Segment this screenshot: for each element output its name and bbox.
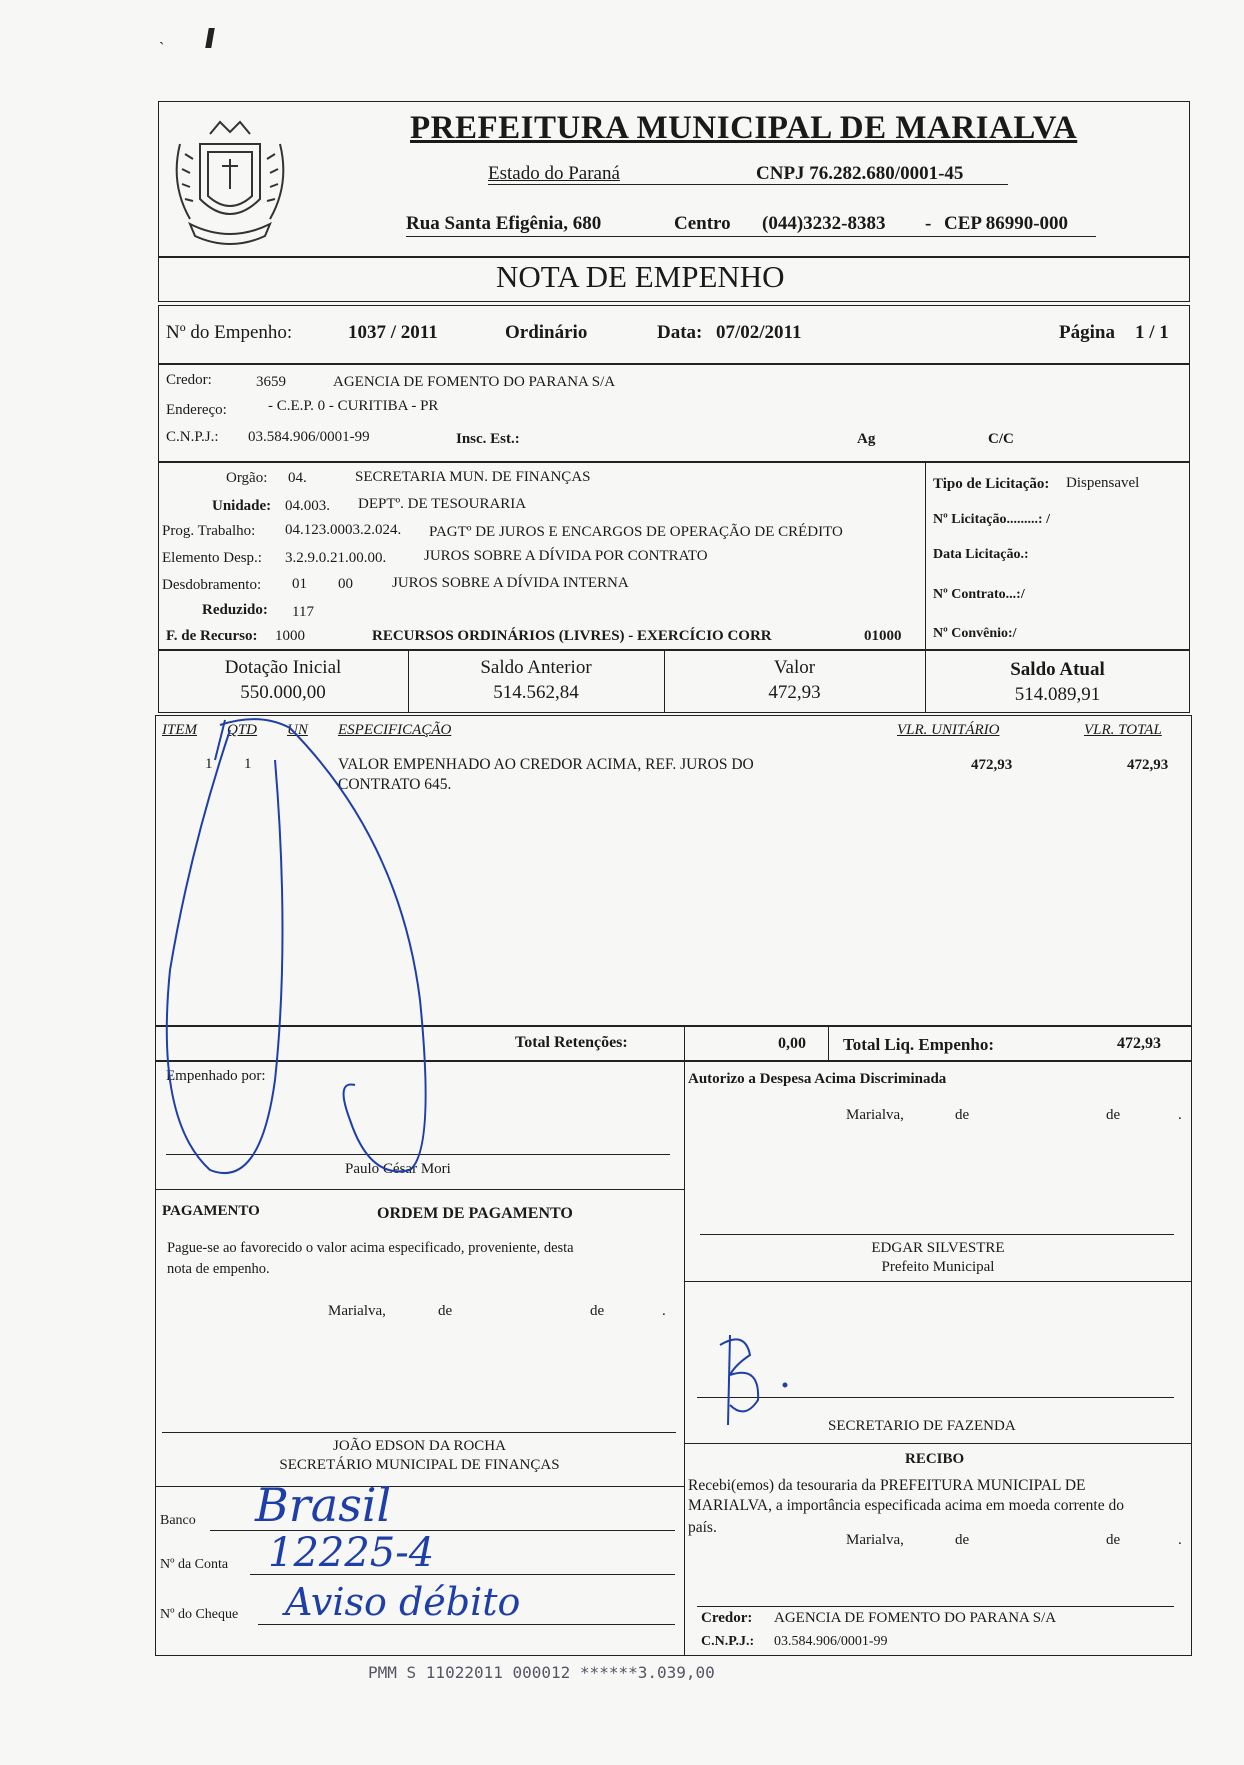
pagamento-text-1: Pague-se ao favorecido o valor acima especificado, proveniente, desta [167,1240,574,1256]
municipality-title: PREFEITURA MUNICIPAL DE MARIALVA [410,110,1078,146]
empenho-label: Nº do Empenho: [166,322,293,343]
recibo-text-1: Recebi(emos) da tesouraria da PREFEITURA MUNICIPAL DE [688,1477,1086,1494]
autorizo-signer-role: Prefeito Municipal [881,1259,995,1275]
address-underline [406,236,1096,237]
pagamento-de-2: de [590,1303,605,1319]
saldo-atual-value: 514.089,91 [1014,684,1101,705]
state-label: Estado do Paraná [488,163,620,184]
data-licitacao: Data Licitação.: [933,547,1029,562]
fazenda-bottom [684,1443,1192,1444]
pagamento-de-1: de [438,1303,453,1319]
recurso-code: 1000 [275,628,305,644]
saldo-atual-label: Saldo Atual [1010,659,1105,680]
col-total: VLR. TOTAL [1084,722,1162,738]
tipo-licitacao-value: Dispensavel [1066,475,1140,491]
recurso-name: RECURSOS ORDINÁRIOS (LIVRES) - EXERCÍCIO CORR [372,628,772,644]
recibo-cnpj-label: C.N.P.J.: [701,1634,755,1649]
coat-of-arms-icon [160,104,300,254]
num-licitacao: Nº Licitação.........: / [933,512,1050,527]
saldo-anterior-label: Saldo Anterior [480,657,592,678]
credor-label: Credor: [166,372,212,388]
date-value: 07/02/2011 [716,322,802,343]
prog-name: PAGTº DE JUROS E ENCARGOS DE OPERAÇÃO DE CRÉDITO [429,524,843,540]
address-street: Rua Santa Efigênia, 680 [406,213,602,234]
row-qtd: 1 [244,756,252,772]
row-item: 1 [205,756,213,772]
conta-field[interactable]: 12225-4 [268,1530,435,1576]
autorizo-signer: EDGAR SILVESTRE [871,1240,1005,1256]
empenho-number: 1037 / 2011 [348,322,438,343]
recurso-num: 01000 [864,628,902,644]
autorizo-dot: . [1178,1107,1182,1123]
pagamento-dot: . [662,1303,666,1319]
elemento-code: 3.2.9.0.21.00.00. [285,550,387,566]
signature-icon [150,700,710,1180]
num-contrato: Nº Contrato...:/ [933,587,1025,602]
recibo-credor-label: Credor: [701,1610,753,1626]
reduzido-value: 117 [292,604,314,620]
orgao-label: Orgão: [226,470,268,486]
recibo-credor: AGENCIA DE FOMENTO DO PARANA S/A [774,1610,1057,1626]
col-item: ITEM [162,722,197,738]
desdob-name: JUROS SOBRE A DÍVIDA INTERNA [392,575,629,591]
prog-label: Prog. Trabalho: [162,523,256,539]
row-spec: VALOR EMPENHADO AO CREDOR ACIMA, REF. JUROS DO [338,756,754,773]
pagamento-signer: JOÃO EDSON DA ROCHA [333,1438,506,1454]
liq-value: 472,93 [1117,1035,1161,1052]
autorizo-de-1: de [955,1107,970,1123]
pagamento-sign-line [162,1432,676,1433]
ordem-label: ORDEM DE PAGAMENTO [377,1205,573,1222]
recibo-city: Marialva, [846,1532,904,1548]
recibo-sign-line [697,1606,1174,1607]
unidade-label: Unidade: [212,498,272,514]
row-spec-2: CONTRATO 645. [338,776,452,793]
col-unit: VLR. UNITÁRIO [897,722,1000,738]
recurso-label: F. de Recurso: [166,628,258,644]
credor-cnpj-label: C.N.P.J.: [166,429,219,445]
cheque-line [258,1624,675,1625]
bank-top-line [155,1486,684,1487]
page-number: 1 / 1 [1135,322,1169,343]
autorizo-city: Marialva, [846,1107,904,1123]
recibo-cnpj: 03.584.906/0001-99 [774,1634,888,1649]
dotacao-label: Dotação Inicial [224,657,342,678]
recibo-de-1: de [955,1532,970,1548]
valor-value: 472,93 [768,682,821,703]
dotacao-value: 550.000,00 [240,682,326,703]
address-district: Centro [674,213,731,234]
tipo-licitacao-label: Tipo de Licitação: [933,476,1050,492]
cheque-label: Nº do Cheque [160,1607,239,1622]
saldo-anterior-value: 514.562,84 [493,682,579,703]
unidade-code: 04.003. [285,498,330,514]
empenhado-bottom [155,1189,684,1190]
scan-mark-icon [205,28,215,48]
col-spec: ESPECIFICAÇÃO [338,722,452,738]
date-label: Data: [657,322,703,343]
unidade-name: DEPTº. DE TESOURARIA [358,496,527,512]
credor-code: 3659 [256,374,286,390]
address-cep: CEP 86990-000 [944,213,1069,234]
reduzido-label: Reduzido: [202,602,268,618]
row-unit: 472,93 [971,757,1013,773]
pagamento-signer-role: SECRETÁRIO MUNICIPAL DE FINANÇAS [279,1457,560,1473]
prog-code: 04.123.0003.2.024. [285,522,402,538]
orgao-name: SECRETARIA MUN. DE FINANÇAS [355,469,591,485]
autorizo-de-2: de [1106,1107,1121,1123]
autorizo-sign-line [700,1234,1174,1235]
col-un: UN [287,722,308,738]
fazenda-role: SECRETARIO DE FAZENDA [828,1418,1016,1434]
pagamento-label: PAGAMENTO [162,1203,260,1219]
credor-name: AGENCIA DE FOMENTO DO PARANA S/A [333,374,616,390]
orgao-code: 04. [288,470,307,486]
autorizo-label: Autorizo a Despesa Acima Discriminada [688,1071,947,1087]
empenho-type: Ordinário [505,322,588,343]
insc-label: Insc. Est.: [456,431,520,447]
address-label: Endereço: [166,402,227,418]
col-qtd: QTD [227,722,258,738]
pagamento-text-2: nota de empenho. [167,1261,270,1277]
elemento-label: Elemento Desp.: [162,550,262,566]
row-total: 472,93 [1127,757,1169,773]
desdob-a: 01 [292,576,307,592]
scan-mark: ` [159,40,165,57]
valor-label: Valor [773,657,816,678]
retencoes-label: Total Retenções: [515,1034,628,1051]
recibo-dot: . [1178,1532,1182,1548]
pagamento-city: Marialva, [328,1303,386,1319]
liq-label: Total Liq. Empenho: [843,1035,994,1054]
desdob-label: Desdobramento: [162,577,262,593]
banco-label: Banco [160,1513,196,1528]
recibo-text-3: país. [688,1519,717,1536]
autorizo-bottom [684,1281,1192,1282]
credor-address: - C.E.P. 0 - CURITIBA - PR [268,398,439,414]
desdob-b: 00 [338,576,353,592]
empenhado-label: Empenhado por: [166,1068,266,1084]
retencoes-value: 0,00 [778,1035,806,1052]
footer-stamp: PMM S 11022011 000012 ******3.039,00 [368,1663,715,1682]
credor-cnpj: 03.584.906/0001-99 [248,429,370,445]
budget-divider [925,462,926,650]
recibo-text-2: MARIALVA, a importância especificada acima em moeda corrente do [688,1497,1124,1514]
recibo-de-2: de [1106,1532,1121,1548]
elemento-name: JUROS SOBRE A DÍVIDA POR CONTRATO [424,548,708,564]
ret-div-2 [828,1026,829,1061]
cnpj-label: CNPJ 76.282.680/0001-45 [756,163,964,184]
doc-title: NOTA DE EMPENHO [496,259,785,294]
banco-field[interactable]: Brasil [255,1478,392,1532]
ag-label: Ag [857,431,876,447]
recibo-title: RECIBO [905,1451,965,1467]
empenhado-name: Paulo César Mori [345,1161,451,1177]
address-phone: (044)3232-8383 [762,213,886,234]
cc-label: C/C [988,431,1014,447]
cheque-field[interactable]: Aviso débito [285,1580,521,1624]
page-label: Página [1059,322,1115,343]
num-convenio: Nº Convênio:/ [933,626,1017,641]
fazenda-signature-icon [700,1325,800,1435]
address-sep: - [925,213,932,234]
conta-label: Nº da Conta [160,1557,229,1572]
